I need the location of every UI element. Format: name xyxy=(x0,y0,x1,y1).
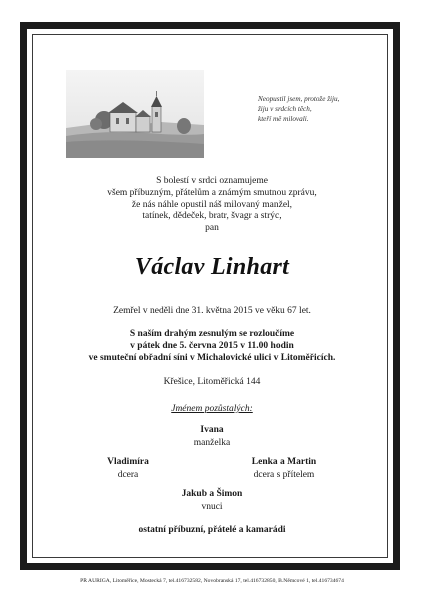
death-notice: Zemřel v neděli dne 31. května 2015 ve věku 67 let. xyxy=(113,306,311,316)
mourner-ivana xyxy=(152,424,272,450)
intro-line: tatínek, dědeček, bratr, švagr a strýc, xyxy=(142,211,282,222)
funeral-line: S naším drahým zesnulým se rozloučíme xyxy=(129,329,295,339)
funeral-line: ve smuteční obřadní síni v Michalovické ulici v Litoměřicích. xyxy=(88,353,336,364)
address: Křešice, Litoměřická 144 xyxy=(163,377,261,387)
quote-line: žiju v srdcích těch, xyxy=(258,105,312,113)
deceased-name: Václav Linhart xyxy=(134,254,290,280)
funeral-service-footer: PŘ AURIGA, Litoměřice, Mostecká 7, tel.416732582, Novobranská 17, tel.416732850, B.Němcové 1, tel.416734674 xyxy=(80,578,344,584)
mourner-relation: dcera xyxy=(117,470,139,480)
funeral-line: v pátek dne 5. června 2015 v 11.00 hodin xyxy=(130,341,294,352)
memorial-quote xyxy=(258,94,378,124)
mourner-relation: dcera s přítelem xyxy=(253,470,315,480)
church-photo xyxy=(66,70,204,158)
mourner-relation: vnuci xyxy=(201,502,223,512)
quote-line: kteří mě milovali. xyxy=(258,115,309,123)
intro-line: že nás náhle opustil náš milovaný manžel, xyxy=(131,199,293,210)
mourners-heading: Jménem pozůstalých: xyxy=(171,404,253,414)
mourner-name: Ivana xyxy=(200,425,224,435)
mourner-name: Lenka a Martin xyxy=(251,457,317,467)
mourner-vladimira xyxy=(68,456,188,482)
mourner-lenka-martin xyxy=(224,456,344,482)
closing-line: ostatní příbuzní, přátelé a kamarádi xyxy=(138,525,286,535)
mourner-relation: manželka xyxy=(193,438,231,448)
intro-line: S bolestí v srdci oznamujeme xyxy=(156,176,268,186)
mourner-name: Jakub a Šimon xyxy=(181,489,243,499)
mourner-jakub-simon xyxy=(152,488,272,514)
funeral-details xyxy=(40,328,384,365)
intro-line: všem příbuzným, přátelům a známým smutnou zprávu, xyxy=(107,187,317,198)
intro-line: pan xyxy=(205,223,219,234)
announcement-intro xyxy=(60,176,364,235)
mourner-name: Vladimíra xyxy=(107,457,149,467)
quote-line: Neopustil jsem, protože žiju, xyxy=(258,95,340,103)
